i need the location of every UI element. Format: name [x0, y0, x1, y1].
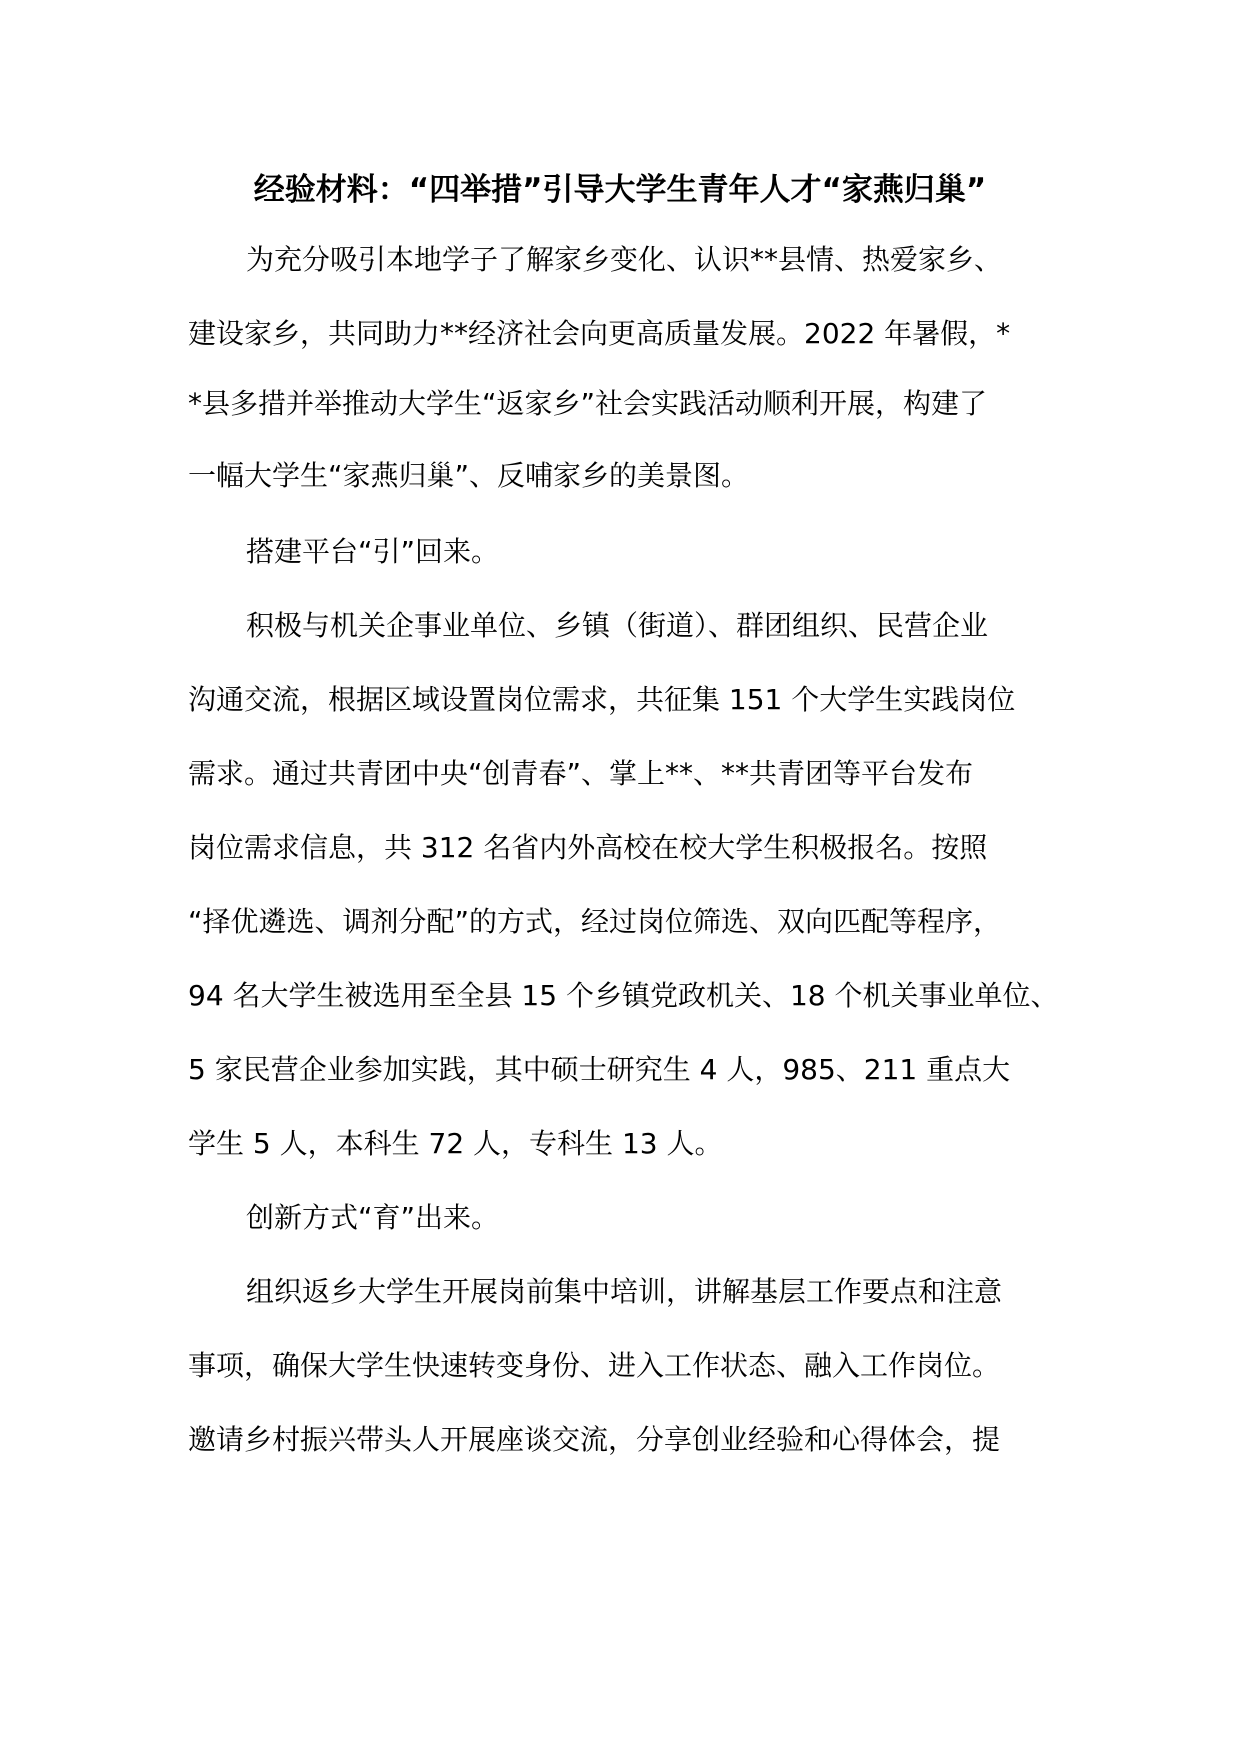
- paragraph-line: 岗位需求信息，共 312 名省内外高校在校大学生积极报名。按照: [188, 831, 988, 864]
- paragraph-line: *县多措并举推动大学生“返家乡”社会实践活动顺利开展，构建了: [188, 387, 988, 420]
- paragraph-line: 94 名大学生被选用至全县 15 个乡镇党政机关、18 个机关事业单位、: [188, 979, 1059, 1012]
- section-heading: 搭建平台“引”回来。: [246, 535, 500, 568]
- paragraph-line: 学生 5 人，本科生 72 人，专科生 13 人。: [188, 1127, 723, 1160]
- paragraph-line: 沟通交流，根据区域设置岗位需求，共征集 151 个大学生实践岗位: [188, 683, 1016, 716]
- paragraph-line: 为充分吸引本地学子了解家乡变化、认识**县情、热爱家乡、: [246, 243, 1003, 276]
- paragraph-line: 建设家乡，共同助力**经济社会向更高质量发展。2022 年暑假，*: [188, 317, 1011, 350]
- paragraph-line: 事项，确保大学生快速转变身份、进入工作状态、融入工作岗位。: [188, 1349, 1001, 1382]
- paragraph-line: 一幅大学生“家燕归巢”、反哺家乡的美景图。: [188, 459, 750, 492]
- section-heading: 创新方式“育”出来。: [246, 1201, 500, 1234]
- paragraph-line: 邀请乡村振兴带头人开展座谈交流，分享创业经验和心得体会，提: [188, 1423, 1001, 1456]
- paragraph-line: 5 家民营企业参加实践，其中硕士研究生 4 人，985、211 重点大: [188, 1053, 1011, 1086]
- paragraph-line: “择优遴选、调剂分配”的方式，经过岗位筛选、双向匹配等程序，: [188, 905, 1002, 938]
- paragraph-line: 需求。通过共青团中央“创青春”、掌上**、**共青团等平台发布: [188, 757, 974, 790]
- document-title: 经验材料：“四举措”引导大学生青年人才“家燕归巢”: [253, 172, 987, 208]
- paragraph-line: 组织返乡大学生开展岗前集中培训，讲解基层工作要点和注意: [246, 1275, 1003, 1308]
- paragraph-line: 积极与机关企事业单位、乡镇（街道）、群团组织、民营企业: [246, 609, 989, 642]
